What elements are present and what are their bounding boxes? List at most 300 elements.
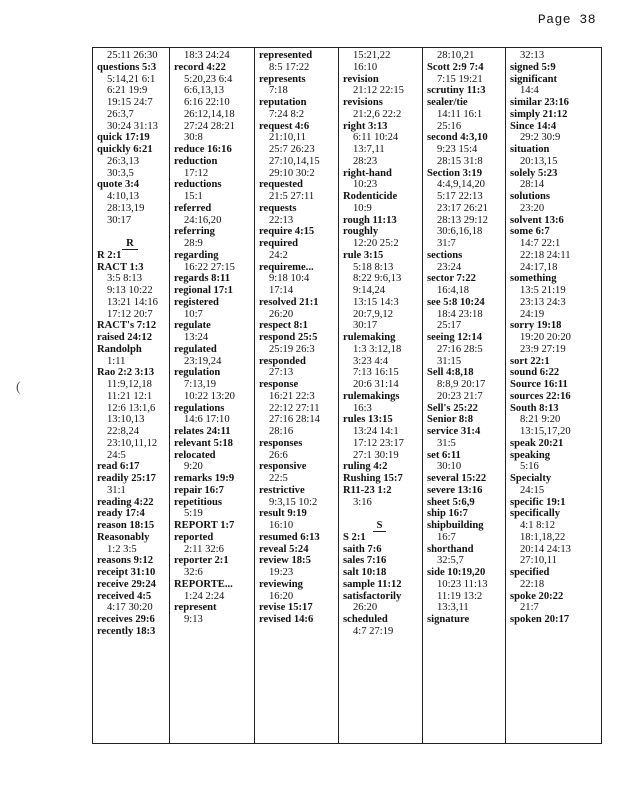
- index-reference: 11:21 12:1: [107, 390, 153, 402]
- index-entry: roughly: [343, 226, 379, 238]
- index-reference: 27:13: [269, 367, 294, 379]
- index-entry: rough 11:13: [343, 214, 397, 226]
- index-entry: regards 8:11: [174, 273, 231, 285]
- index-entry: shipbuilding: [427, 520, 484, 531]
- index-reference: 8:22 9:6,13: [353, 273, 402, 285]
- index-reference: 28:16: [269, 426, 294, 437]
- index-entry: speaking: [510, 449, 551, 461]
- index-reference: 18:4 23:18: [437, 308, 483, 320]
- index-reference: 30:10: [437, 461, 462, 473]
- index-reference: 28:13,19: [107, 202, 145, 214]
- index-entry: reasons 9:12: [97, 555, 154, 567]
- index-reference: 1:3 3:12,18: [353, 343, 402, 355]
- index-entry: simply 21:12: [510, 108, 568, 120]
- index-reference: 4:1 8:12: [520, 520, 556, 531]
- index-reference: 4:17 30:20: [107, 602, 153, 614]
- index-entry: RACT's 7:12: [97, 320, 157, 332]
- index-reference: 32:13: [520, 50, 545, 61]
- index-entry: sales 7:16: [343, 555, 387, 567]
- index-reference: 17:14: [269, 285, 294, 296]
- index-entry: reporter 2:1: [174, 555, 229, 567]
- index-entry: sheet 5:6,9: [427, 496, 475, 508]
- index-reference: 8:21 9:20: [520, 414, 561, 426]
- index-reference: 5:16: [520, 461, 539, 473]
- index-entry: resumed 6:13: [259, 531, 320, 543]
- index-reference: 4:4,9,14,20: [437, 179, 485, 191]
- index-entry: regional 17:1: [174, 285, 233, 296]
- index-reference: 10:23 11:13: [437, 578, 488, 590]
- index-entry: ready 17:4: [97, 508, 145, 520]
- index-reference: 24:5: [107, 449, 126, 461]
- index-entry: Sell 4:8,18: [427, 367, 474, 379]
- index-reference: 29:2 30:9: [520, 132, 561, 144]
- index-reference: 7:13 16:15: [353, 367, 399, 379]
- index-reference: 23:24: [437, 261, 462, 273]
- index-entry: reading 4:22: [97, 496, 154, 508]
- index-reference: 26:20: [269, 308, 294, 320]
- index-entry: questions 5:3: [97, 61, 157, 73]
- index-entry: salt 10:18: [343, 567, 387, 578]
- index-reference: 9:13 10:22: [107, 285, 153, 296]
- index-reference: 23:10,11,12: [107, 437, 158, 449]
- index-letter: R: [122, 238, 138, 250]
- index-reference: 20:7,9,12: [353, 308, 394, 320]
- index-reference: 17:12 23:17: [353, 437, 404, 449]
- index-reference: 13:24: [184, 332, 209, 343]
- index-entry: Rodenticide: [343, 191, 398, 202]
- index-reference: 31:7: [437, 238, 456, 249]
- index-entry: repetitious: [174, 496, 223, 508]
- index-entry: rulemakings: [343, 390, 400, 402]
- index-entry: service 31:4: [427, 426, 481, 437]
- index-entry: revisions: [343, 97, 383, 108]
- index-reference: 13:3,11: [437, 602, 469, 614]
- index-entry: regulations: [174, 402, 225, 414]
- index-column-2: [170, 48, 255, 743]
- index-entry: sector 7:22: [427, 273, 476, 285]
- index-reference: 8:5 17:22: [269, 61, 310, 73]
- index-entry: Reasonably: [97, 531, 150, 543]
- index-entry: receives 29:6: [97, 614, 155, 625]
- index-reference: 12:6 13:1,6: [107, 402, 156, 414]
- index-reference: 29:10 30:2: [269, 167, 315, 179]
- word-index-grid: [92, 47, 602, 744]
- index-reference: 24:19: [520, 308, 545, 320]
- index-entry: reductions: [174, 179, 222, 191]
- index-reference: 22:8,24: [107, 426, 140, 437]
- index-entry: REPORTE...: [174, 578, 233, 590]
- index-reference: 26:12,14,18: [184, 108, 235, 120]
- index-entry: rules 13:15: [343, 414, 393, 426]
- index-entry: South 8:13: [510, 402, 559, 414]
- index-entry: solely 5:23: [510, 167, 558, 179]
- index-reference: 26:3,13: [107, 155, 140, 167]
- index-reference: 9:3,15 10:2: [269, 496, 318, 508]
- index-column-1: [93, 48, 170, 743]
- page-number: Page 38: [537, 12, 596, 27]
- index-reference: 8:8,9 20:17: [437, 379, 486, 390]
- index-reference: 21:5 27:11: [269, 191, 315, 202]
- index-entry: result 9:19: [259, 508, 307, 520]
- index-entry: represent: [174, 602, 217, 614]
- index-entry: respond 25:5: [259, 332, 318, 343]
- index-reference: 24:17,18: [520, 261, 558, 273]
- index-entry: remarks 19:9: [174, 473, 235, 484]
- index-reference: 27:16 28:14: [269, 414, 320, 426]
- index-reference: 16:10: [353, 61, 378, 73]
- index-reference: 25:17: [437, 320, 462, 332]
- index-reference: 27:10,11: [520, 555, 557, 567]
- index-reference: 13:5 21:19: [520, 285, 566, 296]
- index-reference: 5:19: [184, 508, 203, 520]
- index-reference: 10:23: [353, 179, 378, 191]
- index-entry: receive 29:24: [97, 578, 156, 590]
- index-entry: shorthand: [427, 543, 474, 555]
- index-reference: 19:23: [269, 567, 294, 578]
- index-entry: reason 18:15: [97, 520, 155, 531]
- index-entry: several 15:22: [427, 473, 487, 484]
- index-entry: relocated: [174, 449, 216, 461]
- index-reference: 13:7,11: [353, 144, 385, 155]
- index-reference: 14:4: [520, 85, 539, 97]
- index-reference: 16:4,18: [437, 285, 470, 296]
- index-entry: side 10:19,20: [427, 567, 486, 578]
- index-reference: 11:9,12,18: [107, 379, 152, 390]
- index-entry: similar 23:16: [510, 97, 569, 108]
- index-reference: 25:11 26:30: [107, 50, 158, 61]
- index-reference: 24:15: [520, 484, 545, 496]
- index-entry: raised 24:12: [97, 332, 153, 343]
- index-entry: S 2:1: [343, 531, 366, 543]
- index-entry: something: [510, 273, 557, 285]
- index-entry: restrictive: [259, 484, 305, 496]
- index-entry: sorry 19:18: [510, 320, 562, 332]
- index-reference: 22:18: [520, 578, 545, 590]
- index-entry: sample 11:12: [343, 578, 402, 590]
- index-entry: Source 16:11: [510, 379, 568, 390]
- index-entry: solutions: [510, 191, 551, 202]
- index-column-6: [506, 48, 601, 743]
- index-entry: revised 14:6: [259, 614, 314, 625]
- index-column-5: [423, 48, 506, 743]
- index-entry: regulated: [174, 343, 217, 355]
- index-entry: sealer/tie: [427, 97, 468, 108]
- index-entry: Randolph: [97, 343, 142, 355]
- index-entry: responded: [259, 355, 306, 367]
- index-entry: second 4:3,10: [427, 132, 488, 144]
- index-reference: 9:18 10:4: [269, 273, 310, 285]
- index-reference: 30:17: [107, 214, 132, 226]
- index-reference: 16:21 22:3: [269, 390, 315, 402]
- index-entry: revise 15:17: [259, 602, 313, 614]
- index-reference: 17:12: [184, 167, 209, 179]
- index-reference: 1:24 2:24: [184, 590, 225, 602]
- index-reference: 22:13: [269, 214, 294, 226]
- index-entry: quickly 6:21: [97, 144, 153, 155]
- index-spacer: [343, 508, 422, 520]
- index-reference: 17:12 20:7: [107, 308, 153, 320]
- index-entry: signed 5:9: [510, 61, 556, 73]
- index-entry: reduce 16:16: [174, 144, 232, 155]
- index-entry: reduction: [174, 155, 218, 167]
- index-reference: 28:23: [353, 155, 378, 167]
- index-entry: ruling 4:2: [343, 461, 388, 473]
- index-entry: respect 8:1: [259, 320, 308, 332]
- index-reference: 4:7 27:19: [353, 625, 394, 637]
- index-entry: signature: [427, 614, 470, 625]
- index-entry: rulemaking: [343, 332, 396, 343]
- index-entry: responsive: [259, 461, 307, 473]
- index-entry: Section 3:19: [427, 167, 483, 179]
- index-entry: received 4:5: [97, 590, 152, 602]
- index-reference: 26:20: [353, 602, 378, 614]
- index-reference: 28:15 31:8: [437, 155, 483, 167]
- index-reference: 4:10,13: [107, 191, 140, 202]
- index-entry: R11-23 1:2: [343, 484, 392, 496]
- index-entry: solvent 13:6: [510, 214, 564, 226]
- index-reference: 1:2 3:5: [107, 543, 137, 555]
- index-reference: 6:16 22:10: [184, 97, 230, 108]
- index-entry: Rao 2:2 3:13: [97, 367, 155, 379]
- index-reference: 24:16,20: [184, 214, 222, 226]
- index-entry: resolved 21:1: [259, 296, 319, 308]
- index-entry: quick 17:19: [97, 132, 150, 144]
- index-reference: 28:9: [184, 238, 203, 249]
- index-reference: 10:7: [184, 308, 203, 320]
- index-reference: 21:2,6 22:2: [353, 108, 402, 120]
- index-reference: 26:3,7: [107, 108, 134, 120]
- index-reference: 1:11: [107, 355, 126, 367]
- index-entry: Scott 2:9 7:4: [427, 61, 484, 73]
- index-reference: 26:6: [269, 449, 288, 461]
- index-entry: requireme...: [259, 261, 314, 273]
- index-reference: 5:17 22:13: [437, 191, 483, 202]
- index-entry: set 6:11: [427, 449, 461, 461]
- index-reference: 6:21 19:9: [107, 85, 148, 97]
- index-entry: see 5:8 10:24: [427, 296, 485, 308]
- index-reference: 15:1: [184, 191, 203, 202]
- index-entry: Since 14:4: [510, 120, 557, 132]
- index-reference: 6:6,13,13: [184, 85, 225, 97]
- index-entry: rule 3:15: [343, 249, 384, 261]
- index-entry: reviewing: [259, 578, 303, 590]
- index-entry: seeing 12:14: [427, 332, 483, 343]
- index-reference: 9:14,24: [353, 285, 386, 296]
- index-reference: 30:3,5: [107, 167, 134, 179]
- index-reference: 6:11 10:24: [353, 132, 399, 144]
- index-entry: ship 16:7: [427, 508, 468, 520]
- index-entry: required: [259, 238, 299, 249]
- index-entry: Specialty: [510, 473, 552, 484]
- index-reference: 7:24 8:2: [269, 108, 305, 120]
- index-entry: readily 25:17: [97, 473, 156, 484]
- index-reference: 24:2: [269, 249, 288, 261]
- index-entry: referred: [174, 202, 212, 214]
- index-entry: receipt 31:10: [97, 567, 156, 578]
- index-reference: 14:11 16:1: [437, 108, 483, 120]
- index-entry: specifically: [510, 508, 561, 520]
- index-reference: 16:20: [269, 590, 294, 602]
- index-reference: 5:20,23 6:4: [184, 73, 233, 85]
- index-reference: 3:5 8:13: [107, 273, 143, 285]
- index-entry: regulation: [174, 367, 221, 379]
- index-reference: 30:8: [184, 132, 203, 144]
- index-spacer: [97, 226, 169, 238]
- index-reference: 18:3 24:24: [184, 50, 230, 61]
- index-reference: 23:13 24:3: [520, 296, 566, 308]
- index-entry: responses: [259, 437, 303, 449]
- index-entry: some 6:7: [510, 226, 550, 238]
- index-reference: 27:1 30:19: [353, 449, 399, 461]
- index-entry: right-hand: [343, 167, 392, 179]
- index-reference: 15:21,22: [353, 50, 391, 61]
- index-reference: 13:24 14:1: [353, 426, 399, 437]
- index-reference: 30:17: [353, 320, 378, 332]
- index-entry: relevant 5:18: [174, 437, 233, 449]
- index-entry: record 4:22: [174, 61, 226, 73]
- index-letter-heading: [97, 238, 163, 250]
- index-entry: requests: [259, 202, 297, 214]
- index-entry: relates 24:11: [174, 426, 231, 437]
- index-entry: registered: [174, 296, 219, 308]
- index-entry: regarding: [174, 249, 219, 261]
- index-reference: 16:22 27:15: [184, 261, 235, 273]
- index-reference: 25:16: [437, 120, 462, 132]
- index-reference: 32:5,7: [437, 555, 464, 567]
- index-reference: 28:14: [520, 179, 545, 191]
- index-entry: reported: [174, 531, 214, 543]
- index-reference: 25:7 26:23: [269, 144, 315, 155]
- index-reference: 27:24 28:21: [184, 120, 235, 132]
- index-entry: reputation: [259, 97, 307, 108]
- index-reference: 22:5: [269, 473, 288, 484]
- index-entry: represents: [259, 73, 306, 85]
- index-reference: 7:13,19: [184, 379, 217, 390]
- index-entry: situation: [510, 144, 550, 155]
- index-reference: 20:13,15: [520, 155, 558, 167]
- index-reference: 14:6 17:10: [184, 414, 230, 426]
- index-entry: Rushing 15:7: [343, 473, 403, 484]
- index-reference: 28:10,21: [437, 50, 475, 61]
- index-reference: 14:7 22:1: [520, 238, 561, 249]
- index-reference: 18:1,18,22: [520, 531, 566, 543]
- index-entry: spoke 20:22: [510, 590, 564, 602]
- index-entry: sections: [427, 249, 463, 261]
- index-entry: satisfactorily: [343, 590, 402, 602]
- index-entry: RACT 1:3: [97, 261, 144, 273]
- index-reference: 16:10: [269, 520, 294, 531]
- index-letter: S: [373, 520, 387, 532]
- index-reference: 7:15 19:21: [437, 73, 483, 85]
- index-entry: request 4:6: [259, 120, 310, 132]
- index-entry: sound 6:22: [510, 367, 560, 379]
- index-reference: 28:13 29:12: [437, 214, 488, 226]
- index-reference: 10:9: [353, 202, 372, 214]
- index-entry: saith 7:6: [343, 543, 382, 555]
- index-reference: 19:20 20:20: [520, 332, 571, 343]
- index-column-3: [255, 48, 339, 743]
- index-reference: 31:15: [437, 355, 462, 367]
- index-reference: 20:23 21:7: [437, 390, 483, 402]
- index-reference: 19:15 24:7: [107, 97, 153, 108]
- index-reference: 23:20: [520, 202, 545, 214]
- index-entry: response: [259, 379, 299, 390]
- index-entry: spoken 20:17: [510, 614, 570, 625]
- index-entry: requested: [259, 179, 303, 191]
- index-entry: read 6:17: [97, 461, 140, 473]
- index-column-4: [339, 48, 423, 743]
- index-reference: 30:6,16,18: [437, 226, 483, 238]
- index-entry: right 3:13: [343, 120, 388, 132]
- index-letter-heading: [343, 520, 416, 532]
- index-reference: 5:18 8:13: [353, 261, 394, 273]
- index-reference: 20:14 24:13: [520, 543, 571, 555]
- index-entry: referring: [174, 226, 215, 238]
- index-reference: 32:6: [184, 567, 203, 578]
- index-reference: 25:19 26:3: [269, 343, 315, 355]
- index-entry: review 18:5: [259, 555, 311, 567]
- index-reference: 21:10,11: [269, 132, 306, 144]
- index-reference: 31:5: [437, 437, 456, 449]
- index-reference: 3:23 4:4: [353, 355, 389, 367]
- index-reference: 30:24 31:13: [107, 120, 158, 132]
- index-reference: 31:1: [107, 484, 126, 496]
- index-reference: 23:9 27:19: [520, 343, 566, 355]
- index-reference: 13:15 14:3: [353, 296, 399, 308]
- index-reference: 5:14,21 6:1: [107, 73, 156, 85]
- index-reference: 13:21 14:16: [107, 296, 158, 308]
- index-reference: 3:16: [353, 496, 372, 508]
- index-reference: 16:7: [437, 531, 456, 543]
- index-reference: 20:6 31:14: [353, 379, 399, 390]
- index-reference: 23:17 26:21: [437, 202, 488, 214]
- index-entry: regulate: [174, 320, 211, 332]
- index-entry: represented: [259, 50, 313, 61]
- index-entry: R 2:1: [97, 249, 122, 261]
- index-entry: significant: [510, 73, 558, 85]
- index-entry: sort 22:1: [510, 355, 550, 367]
- index-entry: revision: [343, 73, 379, 85]
- index-reference: 9:20: [184, 461, 203, 473]
- index-entry: severe 13:16: [427, 484, 483, 496]
- index-reference: 10:22 13:20: [184, 390, 235, 402]
- index-entry: specified: [510, 567, 550, 578]
- index-entry: Sell's 25:22: [427, 402, 478, 414]
- index-reference: 9:23 15:4: [437, 144, 478, 155]
- index-entry: recently 18:3: [97, 625, 156, 637]
- index-entry: quote 3:4: [97, 179, 140, 191]
- index-reference: 2:11 32:6: [184, 543, 224, 555]
- margin-mark: (: [16, 380, 21, 395]
- index-reference: 11:19 13:2: [437, 590, 483, 602]
- index-reference: 13:10,13: [107, 414, 145, 426]
- index-reference: 27:10,14,15: [269, 155, 320, 167]
- index-entry: sources 22:16: [510, 390, 571, 402]
- index-reference: 16:3: [353, 402, 372, 414]
- index-reference: 22:18 24:11: [520, 249, 571, 261]
- index-entry: specific 19:1: [510, 496, 566, 508]
- index-reference: 22:12 27:11: [269, 402, 320, 414]
- index-reference: 12:20 25:2: [353, 238, 399, 249]
- index-entry: speak 20:21: [510, 437, 564, 449]
- index-reference: 23:19,24: [184, 355, 222, 367]
- index-entry: reveal 5:24: [259, 543, 309, 555]
- index-reference: 21:12 22:15: [353, 85, 404, 97]
- index-entry: require 4:15: [259, 226, 315, 238]
- index-reference: 9:13: [184, 614, 203, 625]
- index-reference: 21:7: [520, 602, 539, 614]
- index-entry: Senior 8:8: [427, 414, 474, 426]
